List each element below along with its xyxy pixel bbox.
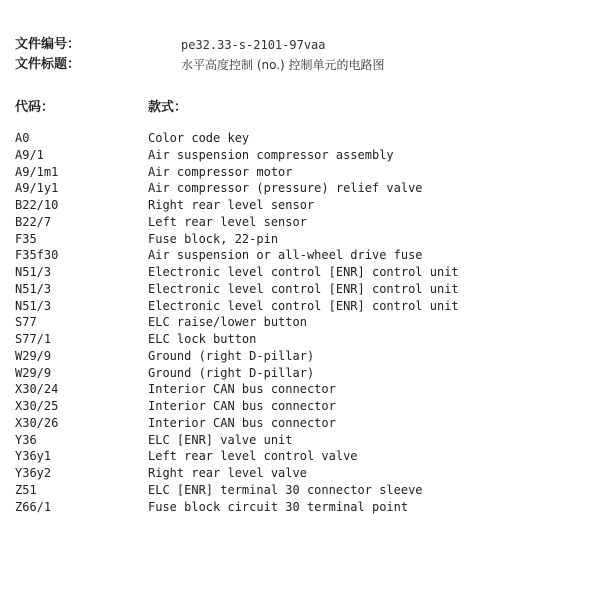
component-description: Interior CAN bus connector xyxy=(148,399,336,413)
component-description: ELC [ENR] terminal 30 connector sleeve xyxy=(148,482,423,497)
file-title-label: 文件标题： xyxy=(15,57,81,72)
table-row xyxy=(15,365,575,382)
component-code: W29/9 xyxy=(15,365,52,380)
table-row xyxy=(15,398,575,415)
table-row xyxy=(15,130,575,147)
component-code: S77 xyxy=(15,315,37,330)
table-row xyxy=(15,314,575,331)
component-description: Interior CAN bus connector xyxy=(148,382,336,397)
component-code: N51/3 xyxy=(15,281,52,296)
component-code: S77/1 xyxy=(15,332,52,346)
component-description: Air compressor (pressure) relief valve xyxy=(148,181,423,196)
component-code: F35f30 xyxy=(15,248,59,263)
component-code: B22/10 xyxy=(15,198,59,212)
file-number-value: pe32.33-s-2101-97vaa xyxy=(181,38,326,52)
component-description: Air compressor motor xyxy=(148,164,293,179)
table-row xyxy=(15,298,575,315)
code-column-header: 代码： xyxy=(15,100,55,115)
component-code: A9/1m1 xyxy=(15,164,59,179)
table-row xyxy=(15,415,575,432)
component-description: ELC raise/lower button xyxy=(148,315,307,330)
table-row xyxy=(15,164,575,181)
table-row xyxy=(15,180,575,197)
component-code: X30/25 xyxy=(15,399,59,413)
table-row xyxy=(15,264,575,281)
component-code: W29/9 xyxy=(15,348,52,363)
component-description: Ground (right D-pillar) xyxy=(148,365,315,380)
table-row xyxy=(15,482,575,499)
component-code: N51/3 xyxy=(15,265,52,279)
component-description: Ground (right D-pillar) xyxy=(148,348,315,363)
component-description: Left rear level sensor xyxy=(148,214,307,229)
table-row xyxy=(15,499,575,516)
table-row xyxy=(15,247,575,264)
component-description: Color code key xyxy=(148,131,250,145)
component-code: A9/1y1 xyxy=(15,181,59,196)
component-code: A0 xyxy=(15,131,30,145)
table-row xyxy=(15,348,575,365)
component-description: Air suspension or all-wheel drive fuse xyxy=(148,248,423,263)
component-list xyxy=(15,130,575,515)
component-code: N51/3 xyxy=(15,298,52,313)
component-code: B22/7 xyxy=(15,214,52,229)
component-code: X30/24 xyxy=(15,382,59,397)
component-description: Electronic level control [ENR] control unit xyxy=(148,281,459,296)
component-code: Z66/1 xyxy=(15,499,52,514)
component-description: Fuse block, 22-pin xyxy=(148,231,279,246)
component-description: Right rear level sensor xyxy=(148,198,315,212)
component-description: Electronic level control [ENR] control unit xyxy=(148,298,459,313)
component-description: Air suspension compressor assembly xyxy=(148,147,394,162)
table-row xyxy=(15,214,575,231)
table-row xyxy=(15,465,575,482)
component-code: F35 xyxy=(15,231,37,246)
component-description: Interior CAN bus connector xyxy=(148,415,336,430)
table-row xyxy=(15,448,575,465)
table-row xyxy=(15,331,575,348)
component-description: ELC [ENR] valve unit xyxy=(148,432,293,447)
component-description: Electronic level control [ENR] control unit xyxy=(148,265,459,279)
component-code: Y36y1 xyxy=(15,449,52,464)
description-column-header: 款式： xyxy=(148,100,188,115)
table-row xyxy=(15,231,575,248)
table-row xyxy=(15,147,575,164)
component-description: Right rear level valve xyxy=(148,466,307,480)
table-row xyxy=(15,432,575,449)
component-code: Y36y2 xyxy=(15,466,52,480)
table-row xyxy=(15,197,575,214)
component-code: Z51 xyxy=(15,482,37,497)
file-number-label: 文件编号： xyxy=(15,37,81,52)
component-code: X30/26 xyxy=(15,415,59,430)
component-description: Fuse block circuit 30 terminal point xyxy=(148,499,409,514)
component-code: A9/1 xyxy=(15,147,44,162)
component-description: Left rear level control valve xyxy=(148,449,358,464)
table-row xyxy=(15,281,575,298)
component-code: Y36 xyxy=(15,432,37,447)
component-description: ELC lock button xyxy=(148,332,257,346)
table-row xyxy=(15,381,575,398)
file-title-value: 水平高度控制 (no.) 控制单元的电路图 xyxy=(181,58,385,72)
